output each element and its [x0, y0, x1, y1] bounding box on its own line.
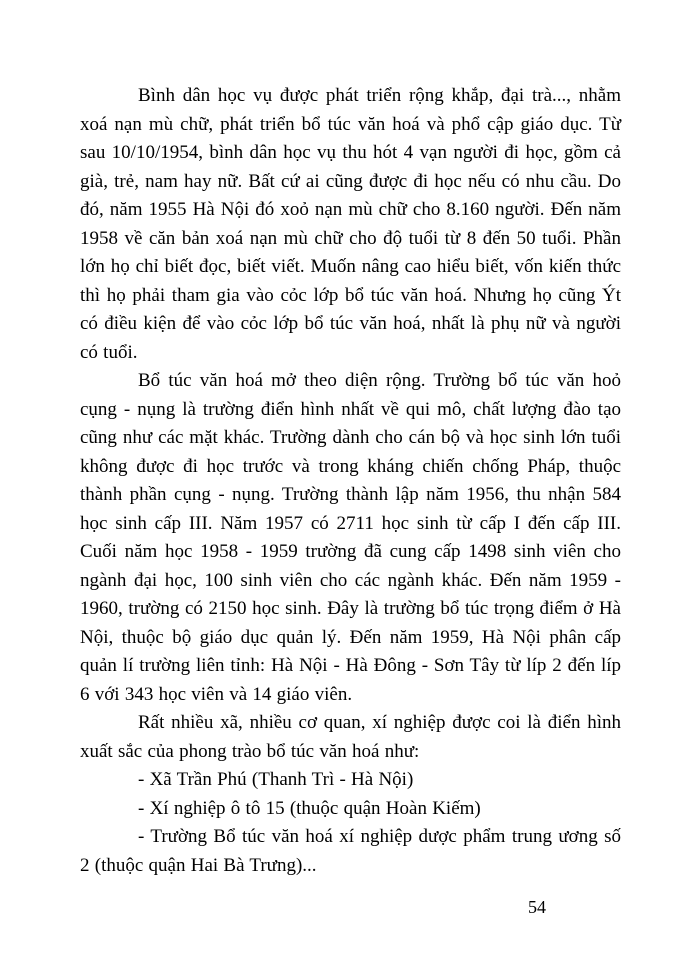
paragraph-binh-dan-hoc-vu: Bình dân học vụ được phát triển rộng khắp, đại trà..., nhằm xoá nạn mù chữ, phát triển bổ túc văn hoá và phổ cập giáo dục. Từ sau 10/10/1954, bình dân học vụ thu hót 4 vạn người đi học, gồm cả già, trẻ, nam hay nữ. Bất cứ ai cũng được đi học nếu có nhu cầu. Do đó, năm 1955 Hà Nội đó xoỏ nạn mù chữ cho 8.160 người. Đến năm 1958 về căn bản xoá nạn mù chữ cho độ tuổi từ 8 đến 50 tuổi. Phần lớn họ chỉ biết đọc, biết viết. Muốn nâng cao hiểu biết, vốn kiến thức thì họ phải tham gia vào cỏc lớp bổ túc văn hoá. Nhưng họ cũng Ýt có điều kiện để vào cỏc lớp bổ túc văn hoá, nhất là phụ nữ và người có tuổi.: [80, 85, 621, 363]
list-item-xi-nghiep-o-to: - Xí nghiệp ô tô 15 (thuộc quận Hoàn Kiếm): [138, 797, 481, 819]
paragraph-bo-tuc-van-hoa: Bổ túc văn hoá mở theo diện rộng. Trường bổ túc văn hoỏ cụng - nụng là trường điển hình nhất về qui mô, chất lượng đào tạo cũng như các mặt khác. Trường dành cho cán bộ và học sinh lớn tuổi không được đi học trước và trong kháng chiến chống Pháp, thuộc thành phần cụng - nụng. Trường thành lập năm 1956, thu nhận 584 học sinh cấp III. Năm 1957 có 2711 học sinh từ cấp I đến cấp III. Cuối năm học 1958 - 1959 trường đã cung cấp 1498 sinh viên cho ngành đại học, 100 sinh viên cho các ngành khác. Đến năm 1959 - 1960, trường có 2150 học sinh. Đây là trường bổ túc trọng điểm ở Hà Nội, thuộc bộ giáo dục quản lý. Đến năm 1959, Hà Nội phân cấp quản lí trường liên tỉnh: Hà Nội - Hà Đông - Sơn Tây từ líp 2 đến líp 6 với 343 học viên và 14 giáo viên.: [80, 370, 621, 705]
list-item-truong-bo-tuc: - Trường Bổ túc văn hoá xí nghiệp dược phẩm trung ương số 2 (thuộc quận Hai Bà Trưng)...: [80, 826, 621, 876]
document-body: [80, 82, 621, 880]
list-item-xa-tran-phu: - Xã Trần Phú (Thanh Trì - Hà Nội): [138, 769, 414, 790]
page-number: 54: [528, 897, 546, 917]
paragraph-dien-hinh-xuat-sac: Rất nhiều xã, nhiều cơ quan, xí nghiệp được coi là điển hình xuất sắc của phong trào bổ túc văn hoá như:: [80, 712, 621, 762]
